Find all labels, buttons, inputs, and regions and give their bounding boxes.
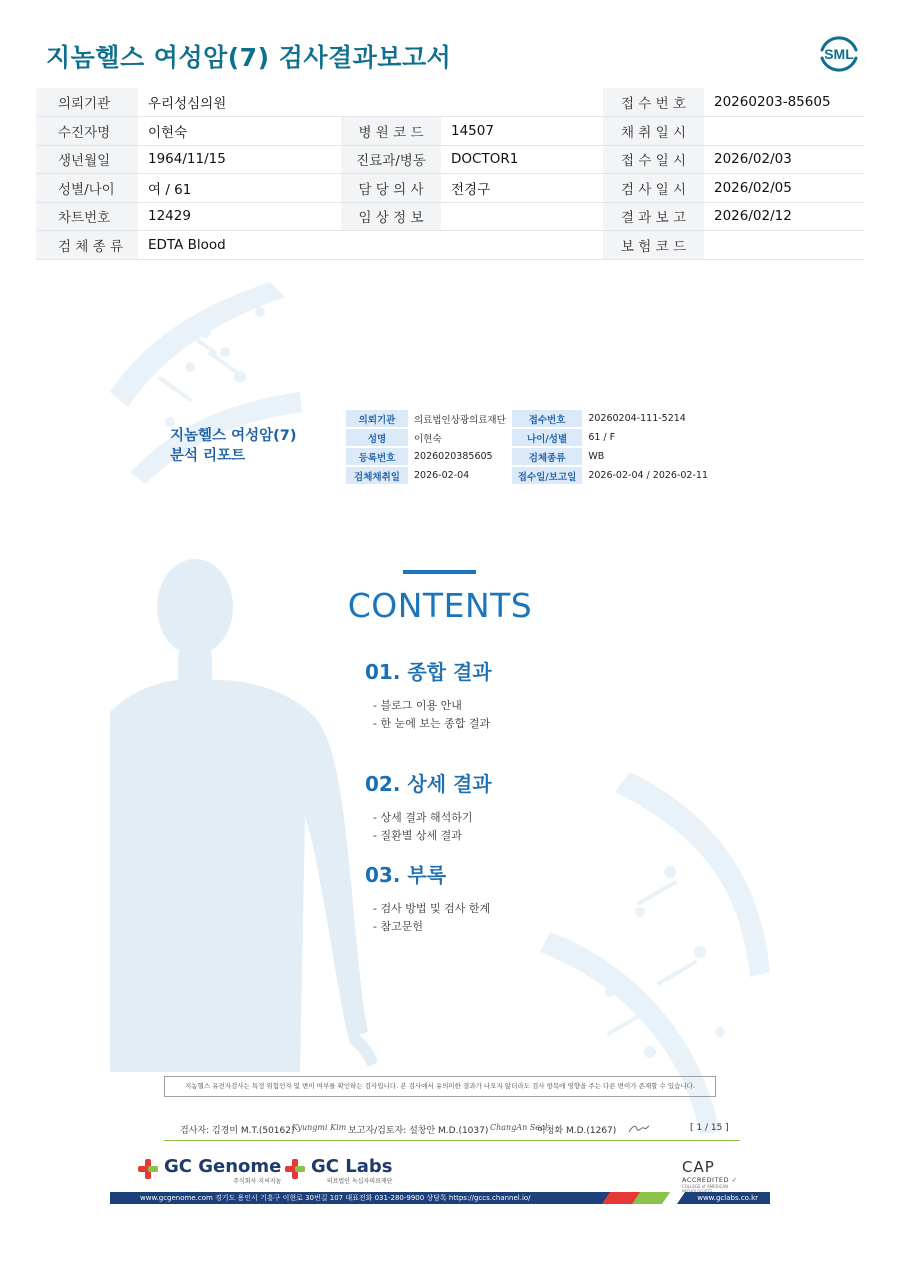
info-label: 접 수 번 호 — [603, 88, 704, 117]
info-value: 14507 — [441, 117, 603, 146]
info-value: 이현숙 — [138, 117, 341, 146]
info-value — [441, 231, 603, 260]
info-row — [36, 174, 864, 203]
cap-accredited-logo — [682, 1158, 746, 1194]
director-signature — [628, 1123, 650, 1138]
section-title: 02. 상세 결과 — [365, 772, 492, 796]
patient-info-table — [36, 88, 864, 260]
info-row — [36, 145, 864, 174]
meta-value: 2026-02-04 / 2026-02-11 — [588, 470, 708, 481]
gc-labs-sub: 의료법인 녹십자의료재단 — [326, 1178, 393, 1185]
meta-label: 등록번호 — [346, 448, 408, 465]
report-title: 지놈헬스 여성암(7) 검사결과보고서 — [46, 43, 452, 72]
meta-value: 20260204-111-5214 — [588, 413, 686, 424]
section-summary — [365, 656, 492, 733]
gc-labs-logo — [284, 1156, 392, 1186]
section-item: - 블로그 이용 안내 — [373, 699, 462, 712]
info-label: 보 험 코 드 — [603, 231, 704, 260]
meta-label: 접수번호 — [512, 410, 583, 427]
info-label: 담 당 의 사 — [341, 174, 441, 203]
sml-logo — [816, 30, 862, 76]
meta-label: 성명 — [346, 429, 408, 446]
analysis-report-title-line2: 분석 리포트 — [170, 448, 246, 464]
meta-value: 2026020385605 — [414, 451, 493, 462]
info-label: 수진자명 — [36, 117, 138, 146]
tester-label: 검사자: 김경미 M.T.(50162) — [180, 1126, 295, 1136]
director-label: 이청화 M.D.(1267) — [537, 1126, 617, 1136]
reviewer-label: 보고자/검토자: 설창안 M.D.(1037) — [348, 1126, 489, 1136]
meta-label: 검체채취일 — [346, 467, 408, 484]
info-value: 2026/02/12 — [704, 202, 864, 231]
info-label: 성별/나이 — [36, 174, 138, 203]
section-title: 01. 종합 결과 — [365, 660, 492, 684]
gc-genome-sub: 주식회사 지씨지놈 — [233, 1178, 282, 1185]
section-item: - 한 눈에 보는 종합 결과 — [373, 717, 491, 730]
info-row — [36, 231, 864, 260]
section-item: - 질환별 상세 결과 — [373, 829, 462, 842]
reviewer-signature: ChangAn Seol — [490, 1123, 548, 1132]
meta-value: WB — [588, 451, 605, 462]
info-label: 검 체 종 류 — [36, 231, 138, 260]
cap-sub-text: COLLEGE of AMERICAN — [682, 1184, 729, 1189]
gc-genome-name: GC Genome — [164, 1156, 282, 1177]
contents-heading: CONTENTS — [347, 586, 533, 625]
report-page — [110, 272, 770, 1207]
disclaimer-box: 지놈헬스 유전자검사는 특정 위험인자 및 변이 여부를 확인하는 검사입니다. 본 검사에서 유의미한 결과가 나오지 않더라도 검사 항목에 영향을 주는 다른 변이가 존재할 수 있습니다. — [164, 1076, 716, 1097]
info-value: EDTA Blood — [138, 231, 341, 260]
meta-row — [346, 448, 714, 465]
section-detail — [365, 768, 492, 845]
info-value — [704, 117, 864, 146]
footer-bar — [110, 1192, 770, 1204]
gc-labs-name: GC Labs — [311, 1156, 393, 1177]
info-label: 결 과 보 고 — [603, 202, 704, 231]
info-value — [441, 202, 603, 231]
meta-label: 의뢰기관 — [346, 410, 408, 427]
section-title: 03. 부록 — [365, 863, 447, 887]
section-item: - 상세 결과 해석하기 — [373, 811, 473, 824]
gc-cross-icon — [284, 1158, 306, 1180]
section-item: - 검사 방법 및 검사 한계 — [373, 902, 491, 915]
info-label — [341, 88, 441, 117]
report-meta-table — [346, 408, 714, 486]
meta-label: 검체종류 — [512, 448, 583, 465]
contents-accent-bar — [403, 570, 476, 574]
meta-label: 접수일/보고일 — [512, 467, 583, 484]
meta-value: 의료법인상광의료재단 — [414, 414, 506, 426]
info-label: 진료과/병동 — [341, 145, 441, 174]
info-label: 접 수 일 시 — [603, 145, 704, 174]
meta-row — [346, 410, 714, 427]
info-value — [704, 231, 864, 260]
meta-row — [346, 467, 714, 484]
tester-signature: Kyungmi Kim — [292, 1123, 347, 1132]
meta-value: 2026-02-04 — [414, 470, 470, 481]
info-row — [36, 117, 864, 146]
info-label — [341, 231, 441, 260]
svg-text:SML: SML — [824, 46, 854, 62]
info-value: 12429 — [138, 202, 341, 231]
signature-divider — [164, 1140, 740, 1141]
info-value: 전경구 — [441, 174, 603, 203]
info-value — [441, 88, 603, 117]
info-value: 2026/02/03 — [704, 145, 864, 174]
gc-cross-icon — [137, 1158, 159, 1180]
info-label: 임 상 정 보 — [341, 202, 441, 231]
gc-genome-logo — [137, 1156, 281, 1186]
section-item: - 참고문헌 — [373, 920, 423, 933]
meta-row — [346, 429, 714, 446]
meta-value: 이현숙 — [414, 433, 442, 445]
page-indicator: [ 1 / 15 ] — [690, 1123, 729, 1133]
info-label: 채 취 일 시 — [603, 117, 704, 146]
section-appendix — [365, 859, 490, 936]
analysis-report-title-line1: 지놈헬스 여성암(7) — [170, 428, 297, 444]
cap-text: CAP — [682, 1158, 715, 1176]
info-row — [36, 88, 864, 117]
info-value: 우리성심의원 — [138, 88, 341, 117]
info-value: DOCTOR1 — [441, 145, 603, 174]
info-value: 여 / 61 — [138, 174, 341, 203]
info-label: 의뢰기관 — [36, 88, 138, 117]
info-label: 생년월일 — [36, 145, 138, 174]
info-row — [36, 202, 864, 231]
analysis-report-title — [170, 426, 296, 466]
footer-contact: www.gcgenome.com 경기도 용인시 기흥구 이현로 30번길 107 대표전화 031-280-9900 상담톡 https://gccs.channel.io/ — [140, 1194, 531, 1202]
footer-url: www.gclabs.co.kr — [697, 1194, 758, 1202]
info-value: 1964/11/15 — [138, 145, 341, 174]
cap-accredited-text: ACCREDITED ✓ — [682, 1176, 738, 1184]
info-label: 병 원 코 드 — [341, 117, 441, 146]
info-value: 20260203-85605 — [704, 88, 864, 117]
info-label: 차트번호 — [36, 202, 138, 231]
info-label: 검 사 일 시 — [603, 174, 704, 203]
meta-label: 나이/성별 — [512, 429, 583, 446]
info-value: 2026/02/05 — [704, 174, 864, 203]
meta-value: 61 / F — [588, 432, 616, 443]
